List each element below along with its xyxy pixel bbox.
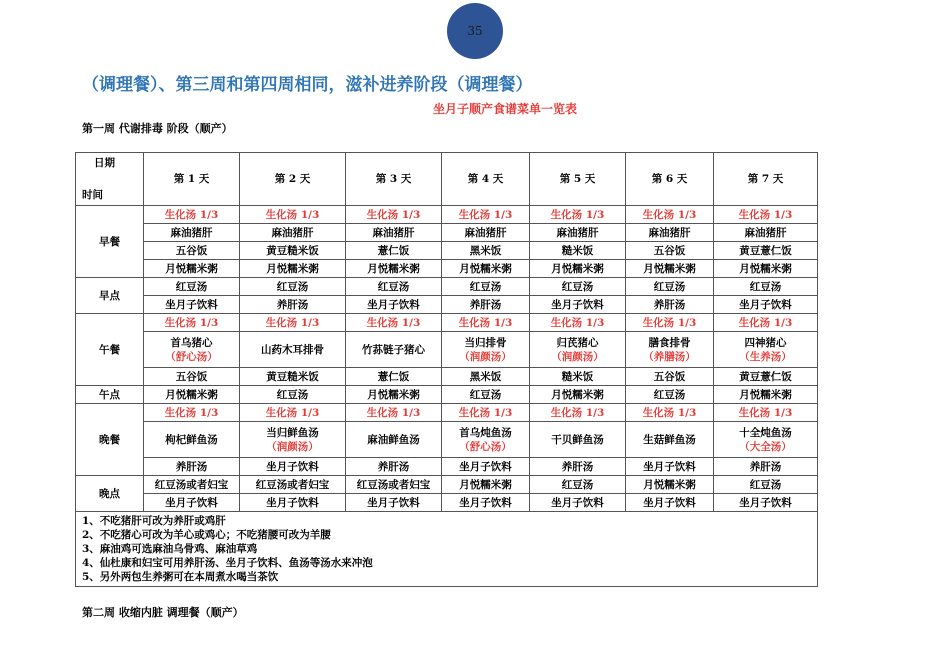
- menu-cell: 坐月子饮料: [714, 296, 818, 314]
- menu-cell: 月悦糯米粥: [626, 476, 714, 494]
- dish-name: 干贝鲜鱼汤: [551, 433, 604, 446]
- menu-cell: 坐月子饮料: [240, 458, 346, 476]
- day-header: 第 2 天: [240, 153, 346, 206]
- menu-cell: 坐月子饮料: [144, 296, 240, 314]
- menu-cell: 糙米饭: [530, 368, 626, 386]
- dish-name: 四神猪心: [744, 336, 787, 349]
- menu-cell: 坐月子饮料: [144, 494, 240, 512]
- menu-cell: 麻油猪肝: [714, 224, 818, 242]
- dish-cell: [626, 332, 714, 368]
- dish-cell: [626, 422, 714, 458]
- shenghua-cell: 生化汤 1/3: [530, 206, 626, 224]
- dish-name: 首乌炖鱼汤: [459, 426, 512, 439]
- corner-header-cell: [76, 153, 144, 206]
- week2-label: 第二周 收缩内脏 调理餐（顺产）: [82, 606, 244, 619]
- note-line: 2、不吃猪心可改为羊心或鸡心；不吃猪腰可改为羊腰: [82, 529, 331, 541]
- menu-cell: 麻油猪肝: [442, 224, 530, 242]
- menu-cell: 麻油猪肝: [144, 224, 240, 242]
- dish-name: 生菇鲜鱼汤: [643, 433, 696, 446]
- menu-cell: 麻油猪肝: [346, 224, 442, 242]
- menu-cell: 坐月子饮料: [346, 494, 442, 512]
- dish-cell: [144, 332, 240, 368]
- dish-cell: [530, 422, 626, 458]
- menu-cell: 坐月子饮料: [240, 494, 346, 512]
- menu-cell: 月悦糯米粥: [144, 260, 240, 278]
- menu-cell: 五谷饭: [144, 242, 240, 260]
- menu-cell: 糙米饭: [530, 242, 626, 260]
- dish-name: 膳食排骨: [648, 336, 691, 349]
- shenghua-cell: 生化汤 1/3: [442, 206, 530, 224]
- shenghua-cell: 生化汤 1/3: [346, 404, 442, 422]
- dish-name: 归芪猪心: [556, 336, 599, 349]
- menu-cell: 红豆汤或者妇宝: [240, 476, 346, 494]
- menu-cell: 坐月子饮料: [530, 296, 626, 314]
- menu-cell: 月悦糯米粥: [346, 386, 442, 404]
- dish-name: 枸杞鲜鱼汤: [165, 433, 218, 446]
- menu-cell: 养肝汤: [346, 458, 442, 476]
- menu-cell: 黑米饭: [442, 368, 530, 386]
- dish-cell: [442, 422, 530, 458]
- menu-cell: 坐月子饮料: [626, 458, 714, 476]
- menu-cell: 红豆汤: [714, 476, 818, 494]
- dish-note: （舒心汤）: [165, 350, 218, 363]
- date-header-label: 日期: [94, 157, 115, 169]
- menu-cell: 红豆汤: [714, 278, 818, 296]
- menu-subtitle: 坐月子顺产食谱菜单一览表: [432, 102, 577, 116]
- menu-cell: 红豆汤或者妇宝: [144, 476, 240, 494]
- meal-label: 晚点: [76, 476, 144, 512]
- menu-cell: 月悦糯米粥: [530, 386, 626, 404]
- shenghua-cell: 生化汤 1/3: [626, 404, 714, 422]
- dish-note: （生养汤）: [739, 350, 792, 363]
- menu-cell: 月悦糯米粥: [442, 260, 530, 278]
- menu-cell: 五谷饭: [626, 242, 714, 260]
- menu-cell: 坐月子饮料: [346, 296, 442, 314]
- dish-name: 麻油鲜鱼汤: [367, 433, 420, 446]
- menu-cell: 红豆汤: [442, 278, 530, 296]
- menu-cell: 黄豆糙米饭: [240, 368, 346, 386]
- menu-cell: 月悦糯米粥: [442, 476, 530, 494]
- menu-cell: 养肝汤: [530, 458, 626, 476]
- menu-cell: 麻油猪肝: [626, 224, 714, 242]
- meal-label: 早点: [76, 278, 144, 314]
- menu-cell: 薏仁饭: [346, 242, 442, 260]
- shenghua-cell: 生化汤 1/3: [144, 206, 240, 224]
- note-line: 4、仙杜康和妇宝可用养肝汤、坐月子饮料、鱼汤等汤水来冲泡: [82, 557, 373, 569]
- shenghua-cell: 生化汤 1/3: [626, 206, 714, 224]
- shenghua-cell: 生化汤 1/3: [240, 404, 346, 422]
- day-header: 第 1 天: [144, 153, 240, 206]
- menu-cell: 月悦糯米粥: [530, 260, 626, 278]
- notes-cell: [76, 512, 818, 587]
- menu-cell: 坐月子饮料: [442, 458, 530, 476]
- note-line: 5、另外两包生养粥可在本周煮水喝当茶饮: [82, 571, 279, 583]
- menu-cell: 红豆汤: [442, 386, 530, 404]
- menu-cell: 黄豆薏仁饭: [714, 368, 818, 386]
- shenghua-cell: 生化汤 1/3: [714, 314, 818, 332]
- dish-name: 山药木耳排骨: [261, 343, 324, 356]
- shenghua-cell: 生化汤 1/3: [346, 314, 442, 332]
- page-number-badge: 35: [447, 3, 503, 59]
- menu-cell: 五谷饭: [144, 368, 240, 386]
- meal-label: 晚餐: [76, 404, 144, 476]
- dish-cell: [530, 332, 626, 368]
- shenghua-cell: 生化汤 1/3: [346, 206, 442, 224]
- dish-cell: [346, 422, 442, 458]
- shenghua-cell: 生化汤 1/3: [240, 206, 346, 224]
- menu-cell: 养肝汤: [714, 458, 818, 476]
- day-header: 第 4 天: [442, 153, 530, 206]
- shenghua-cell: 生化汤 1/3: [530, 404, 626, 422]
- menu-cell: 月悦糯米粥: [144, 386, 240, 404]
- day-header: 第 6 天: [626, 153, 714, 206]
- menu-cell: 麻油猪肝: [240, 224, 346, 242]
- shenghua-cell: 生化汤 1/3: [240, 314, 346, 332]
- dish-cell: [714, 422, 818, 458]
- day-header: 第 3 天: [346, 153, 442, 206]
- menu-cell: 红豆汤: [530, 278, 626, 296]
- menu-cell: 坐月子饮料: [714, 494, 818, 512]
- menu-cell: 月悦糯米粥: [240, 260, 346, 278]
- dish-cell: [240, 422, 346, 458]
- menu-cell: 红豆汤: [240, 278, 346, 296]
- menu-cell: 黄豆糙米饭: [240, 242, 346, 260]
- menu-cell: 养肝汤: [240, 296, 346, 314]
- menu-cell: 麻油猪肝: [530, 224, 626, 242]
- menu-cell: 养肝汤: [144, 458, 240, 476]
- menu-cell: 黄豆薏仁饭: [714, 242, 818, 260]
- menu-cell: 坐月子饮料: [626, 494, 714, 512]
- shenghua-cell: 生化汤 1/3: [714, 206, 818, 224]
- dish-name: 十全炖鱼汤: [739, 426, 792, 439]
- dish-name: 首乌猪心: [170, 336, 213, 349]
- dish-note: （润颜汤）: [551, 350, 604, 363]
- shenghua-cell: 生化汤 1/3: [442, 404, 530, 422]
- menu-cell: 养肝汤: [626, 296, 714, 314]
- menu-cell: 月悦糯米粥: [626, 260, 714, 278]
- week1-label: 第一周 代谢排毒 阶段（顺产）: [82, 122, 233, 135]
- shenghua-cell: 生化汤 1/3: [144, 404, 240, 422]
- dish-cell: [346, 332, 442, 368]
- menu-cell: 坐月子饮料: [530, 494, 626, 512]
- menu-cell: 五谷饭: [626, 368, 714, 386]
- menu-cell: 黑米饭: [442, 242, 530, 260]
- note-line: 3、麻油鸡可选麻油乌骨鸡、麻油草鸡: [82, 543, 258, 555]
- page-heading: （调理餐）、第三周和第四周相同，滋补进养阶段（调理餐）: [82, 75, 533, 95]
- menu-cell: 坐月子饮料: [442, 494, 530, 512]
- day-header: 第 5 天: [530, 153, 626, 206]
- shenghua-cell: 生化汤 1/3: [144, 314, 240, 332]
- dish-note: （润颜汤）: [459, 350, 512, 363]
- shenghua-cell: 生化汤 1/3: [442, 314, 530, 332]
- menu-cell: 红豆汤: [530, 476, 626, 494]
- dish-cell: [442, 332, 530, 368]
- shenghua-cell: 生化汤 1/3: [530, 314, 626, 332]
- menu-cell: 红豆汤: [240, 386, 346, 404]
- menu-cell: 红豆汤: [626, 386, 714, 404]
- meal-label: 午点: [76, 386, 144, 404]
- menu-cell: 红豆汤: [626, 278, 714, 296]
- dish-note: （舒心汤）: [459, 440, 512, 453]
- menu-cell: 红豆汤: [144, 278, 240, 296]
- meal-label: 早餐: [76, 206, 144, 278]
- menu-table: [75, 152, 818, 587]
- dish-name: 竹荪链子猪心: [362, 343, 425, 356]
- shenghua-cell: 生化汤 1/3: [714, 404, 818, 422]
- dish-name: 当归排骨: [464, 336, 507, 349]
- dish-cell: [240, 332, 346, 368]
- menu-cell: 红豆汤或者妇宝: [346, 476, 442, 494]
- dish-note: （大全汤）: [739, 440, 792, 453]
- dish-cell: [714, 332, 818, 368]
- menu-cell: 养肝汤: [442, 296, 530, 314]
- menu-cell: 红豆汤: [346, 278, 442, 296]
- dish-cell: [144, 422, 240, 458]
- dish-name: 当归鲜鱼汤: [266, 426, 319, 439]
- menu-cell: 月悦糯米粥: [714, 386, 818, 404]
- dish-note: （润颜汤）: [266, 440, 319, 453]
- dish-note: （养膳汤）: [643, 350, 696, 363]
- time-header-label: 时间: [82, 189, 103, 201]
- menu-cell: 薏仁饭: [346, 368, 442, 386]
- menu-cell: 月悦糯米粥: [714, 260, 818, 278]
- note-line: 1、不吃猪肝可改为养肝或鸡肝: [82, 515, 226, 527]
- meal-label: 午餐: [76, 314, 144, 386]
- menu-cell: 月悦糯米粥: [346, 260, 442, 278]
- shenghua-cell: 生化汤 1/3: [626, 314, 714, 332]
- day-header: 第 7 天: [714, 153, 818, 206]
